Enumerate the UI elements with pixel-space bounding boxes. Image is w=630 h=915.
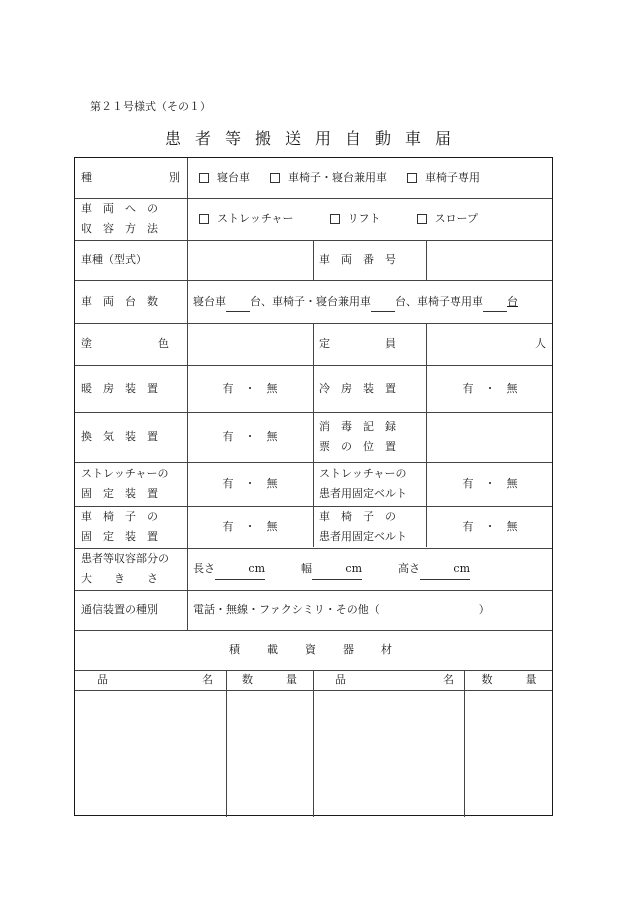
vehicle-model-label: 車種（型式） <box>81 253 147 266</box>
loading-option-lift[interactable]: リフト <box>330 209 381 229</box>
equipment-item-cell[interactable] <box>313 690 464 816</box>
heating-label: 暖 房 装 置 <box>81 381 158 395</box>
vehicle-count-field[interactable]: 寝台車 台、車椅子・寝台兼用車 台、車椅子専用車 台 <box>193 280 554 323</box>
cooling-label: 冷 房 装 置 <box>319 381 396 395</box>
equipment-col-item: 品 名 <box>97 673 213 686</box>
stretcher-belt-field[interactable]: 有 ・ 無 <box>462 477 518 490</box>
ventilation-field[interactable]: 有 ・ 無 <box>222 430 278 443</box>
count-blank[interactable] <box>226 291 250 312</box>
disinfection-record-field[interactable] <box>426 412 554 462</box>
wheelchair-belt-field[interactable]: 有 ・ 無 <box>462 520 518 533</box>
communication-field[interactable]: 電話・無線・ファクシミリ・その他（ ） <box>193 603 490 616</box>
capacity-field[interactable]: 人 <box>535 337 546 350</box>
form-table <box>74 157 553 816</box>
checkbox-icon[interactable] <box>417 214 427 224</box>
disinfection-record-label: 消 毒 記 録 票 の 位 置 <box>319 420 396 453</box>
checkbox-icon[interactable] <box>199 173 209 183</box>
count-blank[interactable] <box>371 291 395 312</box>
heating-field[interactable]: 有 ・ 無 <box>222 381 278 395</box>
form-number: 第２１号様式（その１） <box>90 100 211 113</box>
type-label: 種 別 <box>81 171 180 184</box>
type-option-stretcher-car[interactable]: 寝台車 <box>199 168 250 188</box>
checkbox-icon[interactable] <box>407 173 417 183</box>
capacity-label: 定 員 <box>319 337 396 350</box>
loading-option-stretcher[interactable]: ストレッチャー <box>199 209 294 229</box>
equipment-col-qty: 数 量 <box>242 673 297 686</box>
equipment-qty-cell[interactable] <box>464 690 553 816</box>
vehicle-count-label: 車 両 台 数 <box>81 294 158 308</box>
paint-color-label: 塗 色 <box>81 337 169 350</box>
checkbox-icon[interactable] <box>330 214 340 224</box>
vehicle-number-field[interactable] <box>426 240 554 280</box>
ventilation-label: 換 気 装 置 <box>81 430 158 443</box>
col-divider <box>313 323 314 547</box>
equipment-qty-cell[interactable] <box>226 690 313 816</box>
stretcher-fixing-field[interactable]: 有 ・ 無 <box>222 477 278 490</box>
width-blank[interactable]: cm <box>312 559 362 580</box>
vehicle-number-label: 車 両 番 号 <box>319 253 396 266</box>
wheelchair-fixing-label: 車 椅 子 の 固 定 装 置 <box>81 510 158 543</box>
wheelchair-fixing-field[interactable]: 有 ・ 無 <box>222 520 278 533</box>
communication-label: 通信装置の種別 <box>81 603 158 616</box>
loading-method-options <box>187 198 554 240</box>
page-title: 患者等搬送用自動車届 <box>164 129 465 148</box>
paint-color-field[interactable] <box>187 323 313 365</box>
compartment-size-field[interactable]: 長さ cm 幅 cm 高さ cm <box>193 548 554 590</box>
count-blank[interactable] <box>483 291 507 312</box>
checkbox-icon[interactable] <box>199 214 209 224</box>
stretcher-belt-label: ストレッチャーの 患者用固定ベルト <box>319 467 407 500</box>
stretcher-fixing-label: ストレッチャーの 固 定 装 置 <box>81 467 169 500</box>
equipment-section-title: 積 載 資 器 材 <box>229 643 400 656</box>
equipment-item-cell[interactable] <box>75 690 226 816</box>
cooling-field[interactable]: 有 ・ 無 <box>462 381 518 395</box>
wheelchair-belt-label: 車 椅 子 の 患者用固定ベルト <box>319 510 407 543</box>
compartment-size-label: 患者等収容部分の 大 き さ <box>81 552 169 585</box>
type-option-combined[interactable]: 車椅子・寝台兼用車 <box>270 168 387 188</box>
loading-method-label: 車 両 へ の 収 容 方 法 <box>81 202 158 235</box>
checkbox-icon[interactable] <box>270 173 280 183</box>
equipment-col-qty: 数 量 <box>481 673 537 686</box>
height-blank[interactable]: cm <box>420 559 470 580</box>
vehicle-model-field[interactable] <box>187 240 313 280</box>
type-option-wheelchair[interactable]: 車椅子専用 <box>407 168 480 188</box>
type-options <box>187 158 554 198</box>
equipment-col-item: 品 名 <box>335 673 454 686</box>
length-blank[interactable]: cm <box>215 559 265 580</box>
col-divider <box>313 240 314 280</box>
loading-option-slope[interactable]: スロープ <box>417 209 478 229</box>
